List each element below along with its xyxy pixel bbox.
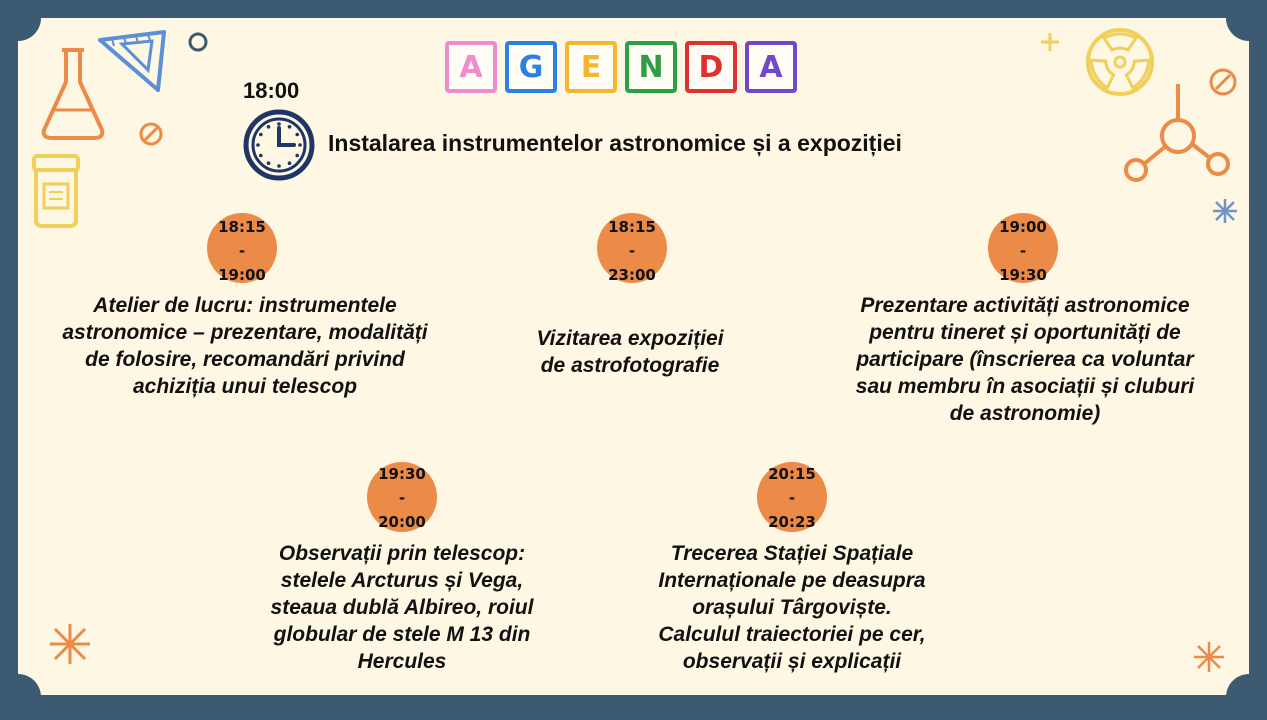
sparkle-icon <box>46 620 94 668</box>
session-description: Vizitarea expoziției de astrofotografie <box>536 327 724 377</box>
session-description: Observații prin telescop: stelele Arcturus și Vega, steaua dublă Albireo, roiul globular de stele M 13 din Hercules <box>270 542 534 673</box>
corner-notch <box>0 674 41 720</box>
circle-icon <box>186 30 210 54</box>
title-letter: N <box>625 41 677 93</box>
molecule-icon <box>1120 78 1232 188</box>
session-time: 19:30 - 20:00 <box>378 465 426 531</box>
header-time: 18:00 <box>243 78 300 103</box>
sparkle-icon <box>1210 196 1240 226</box>
no-sign-icon <box>137 120 165 148</box>
title-letter: A <box>745 41 797 93</box>
session-description: Prezentare activități astronomice pentru tineret și oportunități de participare (înscrierea ca voluntar sau membru în asociații și cluburi de astronomie) <box>855 294 1195 425</box>
title-letter: G <box>505 41 557 93</box>
flask-icon <box>38 44 108 144</box>
session-time: 19:00 - 19:30 <box>999 218 1047 284</box>
title-letter: E <box>565 41 617 93</box>
sparkle-icon <box>1192 640 1226 674</box>
session-description: Atelier de lucru: instrumentele astronomice – prezentare, modalități de folosire, recomandări privind achiziția unui telescop <box>62 294 428 398</box>
clock-icon <box>242 108 316 182</box>
agenda-title <box>445 41 797 93</box>
jar-icon <box>26 150 86 230</box>
title-letter: A <box>445 41 497 93</box>
session-time: 18:15 - 19:00 <box>218 218 266 284</box>
corner-notch <box>1226 674 1267 720</box>
plus-icon <box>1038 30 1062 54</box>
title-letter: D <box>685 41 737 93</box>
session-description: Trecerea Stației Spațiale Internaționale pe deasupra orașului Târgoviște. Calculul traiectoriei pe cer, observații și explicații <box>658 542 926 673</box>
session-time: 18:15 - 23:00 <box>608 218 656 284</box>
header-text: Instalarea instrumentelor astronomice și a expoziției <box>328 130 902 156</box>
session-time: 20:15 - 20:23 <box>768 465 816 531</box>
